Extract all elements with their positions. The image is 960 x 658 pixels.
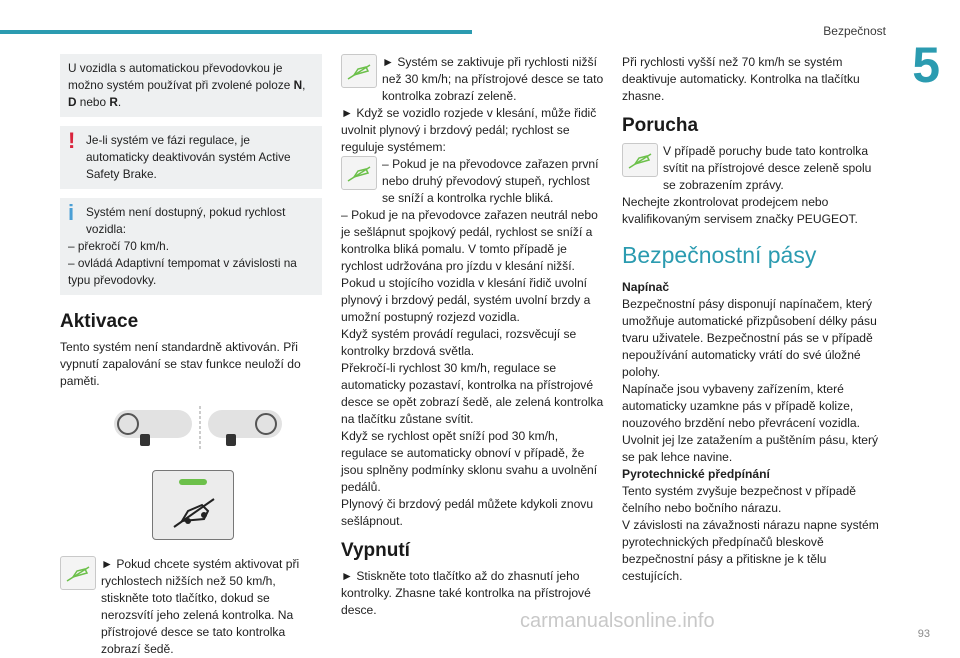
info-item: – ovládá Adaptivní tempomat v závislosti na typu převodovky. [68, 256, 297, 287]
page-number: 93 [917, 628, 930, 640]
note-automatic-text: U vozidla s automatickou převodovkou je možno systém používat při zvolené poloze N, D nebo R. [68, 61, 306, 109]
hill-descent-car-icon [168, 491, 218, 531]
pyro-text2: V závislosti na závažnosti nárazu napne systém pyrotechnických předpínačů bleskově bezpečnostní pásy a přitiskne je k tělu cestujících. [622, 518, 879, 583]
napinac-heading: Napínač [622, 280, 670, 294]
fault-indicator-paragraph [622, 143, 886, 194]
hill-descent-green-icon [341, 54, 377, 88]
col2-p1: ► Systém se zaktivuje při rychlosti nižší než 30 km/h; na přístrojové desce se tato kontrolka zobrazí zeleně. [382, 55, 604, 103]
warning-box [60, 126, 322, 189]
watermark: carmanualsonline.info [520, 610, 715, 632]
hill-descent-fault-icon [622, 143, 658, 177]
vypnuti-heading: Vypnutí [341, 540, 410, 561]
info-icon: i [68, 200, 75, 225]
warning-exclamation-icon: ! [68, 128, 76, 153]
blinking-indicator-paragraph [341, 156, 605, 207]
col2-p8: Když se rychlost opět sníží pod 30 km/h, regulace se automaticky obnoví v případě, že jsou splněny podmínky sklonu svahu a uvolnění pedálů. [341, 429, 598, 494]
porucha-text1: V případě poruchy bude tato kontrolka svítit na přístrojové desce zeleně spolu se zobrazením zprávy. [663, 144, 872, 192]
col3-p1: Při rychlosti vyšší než 70 km/h se systém deaktivuje automaticky. Kontrolka na tlačítku zhasne. [622, 55, 860, 103]
vypnuti-text: ► Stiskněte toto tlačítko až do zhasnutí jeho kontrolky. Zhasne také kontrolka na přístrojové desce. [341, 569, 591, 617]
col2-p5: Pokud u stojícího vozidla v klesání řidič uvolní plynový i brzdový pedál, systém uvolní brzdy a umožní postupný rozjezd vozidla. [341, 276, 591, 324]
chapter-number: 5 [912, 37, 940, 93]
hill-descent-blinking-icon [341, 156, 377, 190]
green-indicator-paragraph [341, 54, 605, 105]
pasy-heading: Bezpečnostní pásy [622, 242, 817, 268]
col2-p4: – Pokud je na převodovce zařazen neutrál nebo je sešlápnut spojkový pedál, rychlost se sníží a kontrolka bliká pomalu. V tomto případě je rychlost udržována pro jízdu v klesání nižší. [341, 208, 598, 273]
col2-p2: ► Když se vozidlo rozjede v klesání, může řidič uvolnit plynový i brzdový pedál; rychlost se reguluje systémem: [341, 106, 597, 154]
activate-text: ► Pokud chcete systém aktivovat při rychlostech nižších než 50 km/h, stiskněte toto tlačítko, dokud se nerozsvítí jeho zelená kontrolka. Na přístrojové desce se tato kontrolka zobrazí šedě. [101, 557, 300, 656]
info-intro: Systém není dostupný, pokud rychlost vozidla: [86, 205, 286, 236]
col2-p9: Plynový či brzdový pedál můžete kdykoli znovu sešlápnout. [341, 497, 594, 528]
hill-descent-button-panel [152, 470, 234, 540]
steering-wheel-indicators-figure [114, 404, 322, 452]
green-indicator-light [179, 479, 207, 485]
section-title: Bezpečnost [823, 24, 886, 38]
col2-p6: Když systém provádí regulaci, rozsvěcují se kontrolky brzdová světla. [341, 327, 577, 358]
aktivace-heading: Aktivace [60, 311, 139, 332]
porucha-heading: Porucha [622, 115, 699, 136]
porucha-text2: Nechejte zkontrolovat prodejcem nebo kvalifikovaným servisem značky PEUGEOT. [622, 195, 858, 226]
napinac-text2: Napínače jsou vybaveny zařízením, které automaticky uzamkne pás v případě kolize, nouzového brzdění nebo převrácení vozidla. Uvolnit jej lze zatažením a puštěním pásu, který se pak lehce navine. [622, 382, 879, 464]
column-1 [60, 54, 322, 658]
hill-descent-icon [60, 556, 96, 590]
info-box [60, 198, 322, 295]
column-2 [341, 54, 605, 619]
col2-p7: Překročí-li rychlost 30 km/h, regulace se automaticky pozastaví, kontrolka na přístrojové desce se opět zobrazí šedě, ale zelená kontrolka na tlačítku zůstane svítit. [341, 361, 604, 426]
aktivace-text: Tento systém není standardně aktivován. Při vypnutí zapalování se stav funkce neuloží do paměti. [60, 340, 301, 388]
warning-text: Je-li systém ve fázi regulace, je automaticky deaktivován systém Active Safety Brake. [86, 133, 291, 181]
header-accent-bar [0, 30, 472, 34]
steering-wheel-icon [114, 404, 284, 452]
col2-p3: – Pokud je na převodovce zařazen první nebo druhý převodový stupeň, rychlost se sníží a kontrolka rychle bliká. [382, 157, 599, 205]
napinac-text: Bezpečnostní pásy disponují napínačem, který umožňuje automatické přizpůsobení délky pásu tvaru uživatele. Bezpečnostní pás se v případě nepoužívání automaticky vrátí do své úložné polohy. [622, 297, 877, 379]
info-item: – překročí 70 km/h. [68, 239, 169, 253]
column-3 [622, 54, 886, 585]
note-automatic-gearbox [60, 54, 322, 117]
pyro-text1: Tento systém zvyšuje bezpečnost v případě čelního nebo bočního nárazu. [622, 484, 856, 515]
pyro-heading: Pyrotechnické předpínání [622, 467, 770, 481]
activate-instruction [60, 556, 322, 658]
